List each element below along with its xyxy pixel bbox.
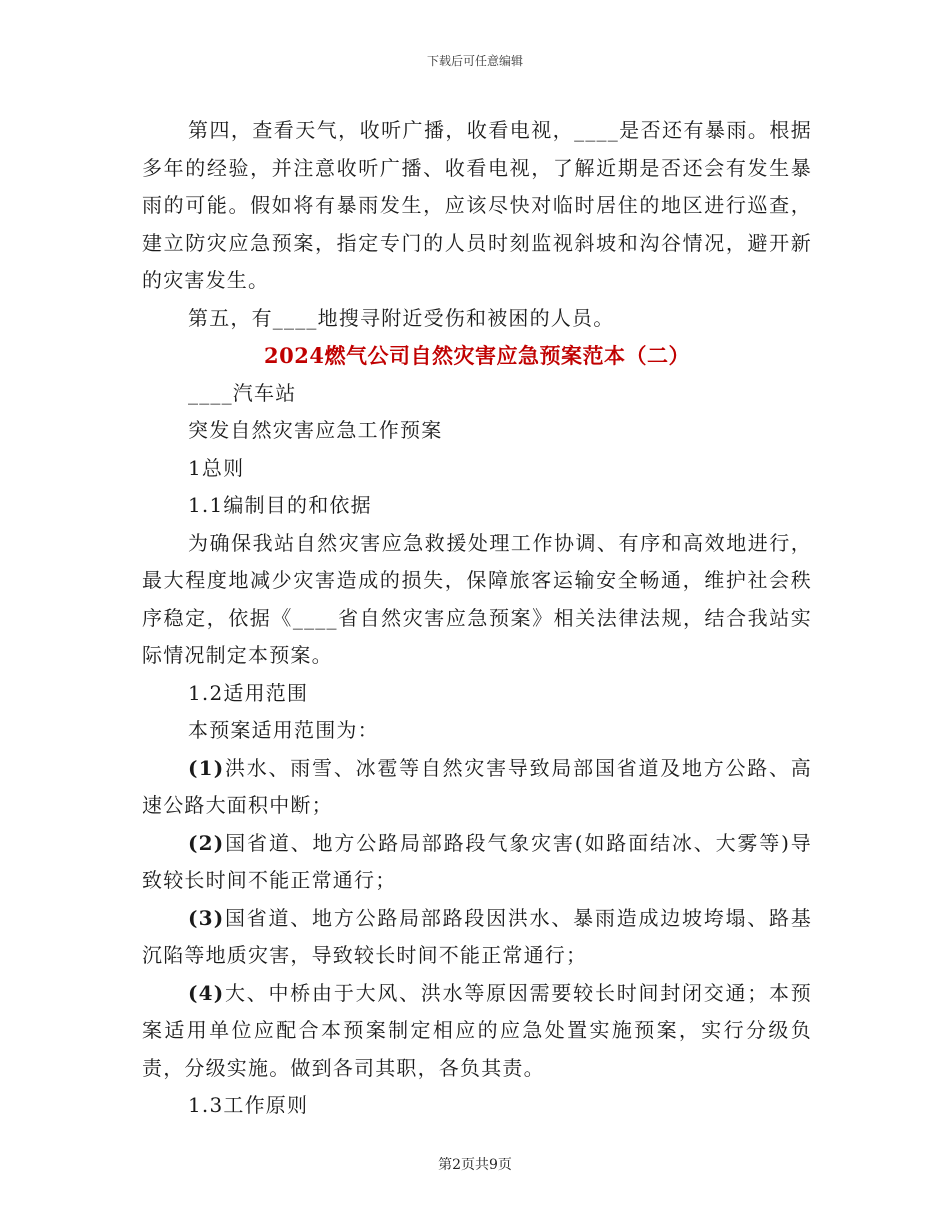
scope-item-2-number: (2)	[188, 830, 225, 855]
scope-item-1-number: (1)	[188, 755, 225, 780]
scope-item-2-text: 国省道、地方公路局部路段气象灾害(如路面结冰、大雾等)导致较长时间不能正常通行；	[142, 830, 812, 892]
scope-item-3-number: (3)	[188, 905, 225, 930]
station-line: ____汽车站	[188, 380, 297, 405]
plan-name-line: 突发自然灾害应急工作预案	[188, 418, 443, 442]
scope-item-4-text: 大、中桥由于大风、洪水等原因需要较长时间封闭交通；本预案适用单位应配合本预案制定相应的应急处置实施预案，实行分级负责，分级实施。做到各司其职，各负其责。	[142, 980, 812, 1080]
paragraph-fourth: 第四，查看天气，收听广播，收看电视，____是否还有暴雨。根据多年的经验，并注意收听广播、收看电视，了解近期是否还会有发生暴雨的可能。假如将有暴雨发生，应该尽快对临时居住的地区进行巡查，建立防灾应急预案，指定专门的人员时刻监视斜坡和沟谷情况，避开新的灾害发生。	[142, 118, 812, 292]
scope-item-1	[142, 750, 812, 825]
scope-item-3	[142, 900, 812, 975]
section-heading-1-3: 1.3工作原则	[188, 1093, 309, 1117]
scope-item-4	[142, 975, 812, 1088]
scope-item-3-text: 国省道、地方公路局部路段因洪水、暴雨造成边坡垮塌、路基沉陷等地质灾害，导致较长时间不能正常通行；	[142, 905, 812, 967]
page-footer: 第2页共9页	[438, 1157, 512, 1173]
section-heading-1-1: 1.1编制目的和依据	[188, 493, 372, 517]
section-heading-1-2: 1.2适用范围	[188, 680, 309, 705]
paragraph-fifth: 第五，有____地搜寻附近受伤和被困的人员。	[188, 305, 615, 330]
document-title: 2024燃气公司自然灾害应急预案范本（二）	[264, 343, 690, 368]
document-body	[142, 112, 812, 1125]
paragraph-purpose: 为确保我站自然灾害应急救援处理工作协调、有序和高效地进行，最大程度地减少灾害造成的损失，保障旅客运输安全畅通，维护社会秩序稳定，依据《____省自然灾害应急预案》相关法律法规，结合我站实际情况制定本预案。	[142, 530, 812, 667]
scope-item-4-number: (4)	[188, 980, 225, 1005]
section-heading-1: 1总则	[188, 455, 245, 480]
scope-intro: 本预案适用范围为：	[188, 718, 379, 742]
scope-item-2	[142, 825, 812, 900]
scope-item-1-text: 洪水、雨雪、冰雹等自然灾害导致局部国省道及地方公路、高速公路大面积中断；	[142, 755, 812, 817]
page-header: 下载后可任意编辑	[426, 54, 523, 68]
